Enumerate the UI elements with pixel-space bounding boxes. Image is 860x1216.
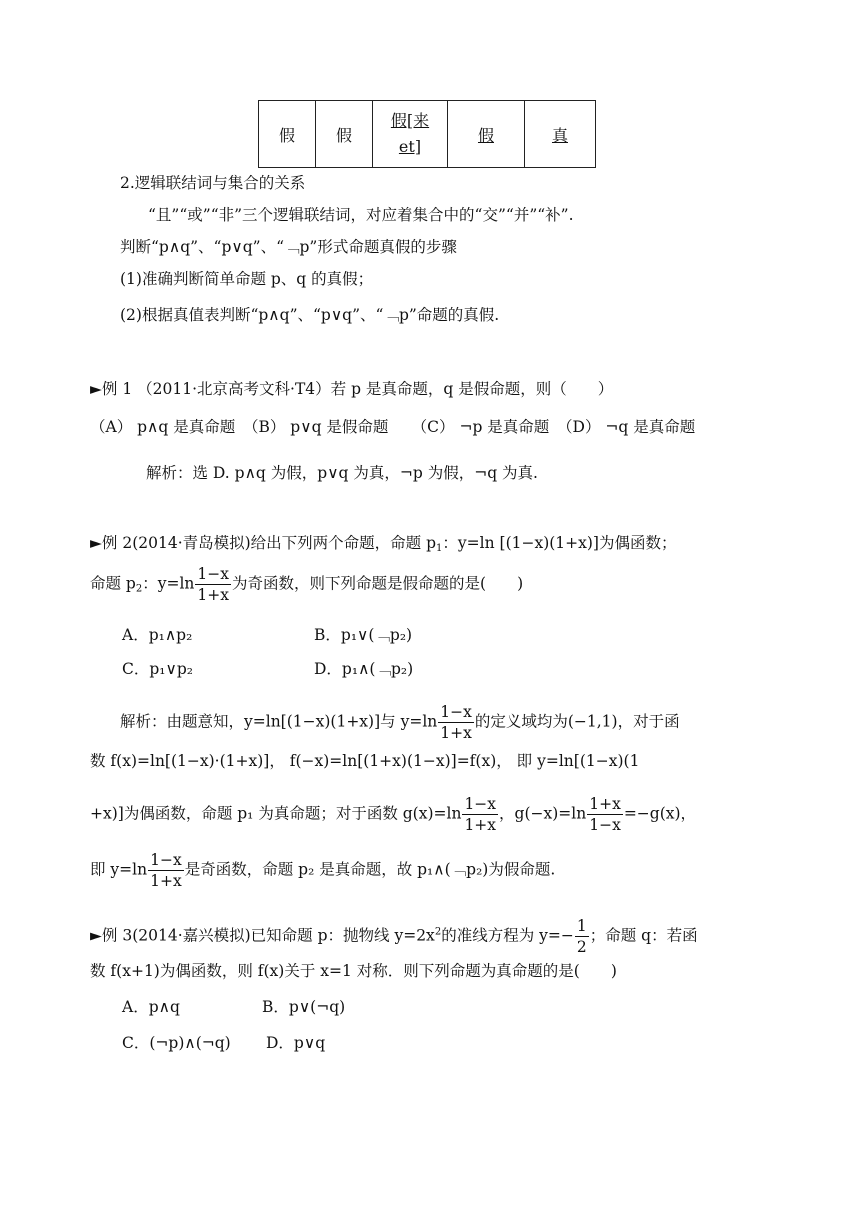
question-text: 为奇函数，则下列命题是假命题的是( ) <box>232 574 524 593</box>
fraction-denominator: 1+x <box>197 586 230 604</box>
solution-part: 是奇函数，命题 p₂ 是真命题，故 p₁∧(﹁p₂)为假命题. <box>184 860 556 879</box>
solution-text: 解析：选 D. p∧q 为假，p∨q 为真，¬p 为假，¬q 为真. <box>146 464 538 482</box>
paragraph: 判断“p∧q”、“p∨q”、“﹁p”形式命题真假的步骤 <box>120 238 457 256</box>
solution-part: 解析：由题意知，y=ln[(1−x)(1+x)]与 y=ln <box>120 712 438 731</box>
question-text: 例 3(2014·嘉兴模拟)已知命题 p：抛物线 y=2x <box>101 926 435 945</box>
fraction-numerator: 1 <box>576 917 587 935</box>
example-question: ►例 2(2014·青岛模拟)给出下列两个命题，命题 $p_1$：y=ln [(1−x)(1+x)]为偶函数； <box>90 534 677 554</box>
solution-text <box>90 794 696 835</box>
triangle-marker-icon: ► <box>90 534 102 552</box>
table-cell <box>373 101 448 168</box>
example-question <box>90 916 698 957</box>
fraction <box>587 794 623 835</box>
section-heading: 2.逻辑联结词与集合的关系 <box>120 174 306 192</box>
solution-part: 即 y=ln <box>90 860 148 879</box>
example-question <box>90 378 613 400</box>
question-text: 命题 p <box>90 574 136 593</box>
fraction-numerator: 1+x <box>589 795 621 813</box>
fraction-denominator: 2 <box>576 938 587 956</box>
cell-text-line: et] <box>398 137 422 156</box>
triangle-marker-icon: ► <box>90 380 102 398</box>
fraction-denominator: 1−x <box>589 816 621 834</box>
table-cell: 假 <box>259 101 316 168</box>
question-text: 例 2(2014·青岛模拟)给出下列两个命题，命题 p <box>101 534 437 552</box>
table-cell <box>525 101 596 168</box>
solution-part: +x)]为偶函数，命题 p₁ 为真命题；对于函数 g(x)=ln <box>90 804 462 823</box>
option-d: D．p∨q <box>266 1034 326 1052</box>
table-cell <box>448 101 525 168</box>
question-text: ：y=ln [(1−x)(1+x)]为偶函数； <box>442 534 677 552</box>
cell-text: 真 <box>551 125 568 145</box>
fraction-denominator: 1+x <box>150 872 182 890</box>
option-a: A．p∧q <box>122 998 180 1016</box>
fraction <box>462 794 498 835</box>
superscript: 2 <box>434 926 442 938</box>
solution-text: 数 f(x)=ln[(1−x)·(1+x)]， f(−x)=ln[(1+x)(1−x)]=f(x)， 即 y=ln[(1−x)(1 <box>90 752 640 770</box>
step-item: (1)准确判断简单命题 p、q 的真假； <box>120 270 374 288</box>
question-text: ：y=ln <box>142 574 195 593</box>
option-b: B．p₁∨(﹁p₂) <box>314 626 413 644</box>
solution-part: ，g(−x)=ln <box>499 804 587 823</box>
fraction-denominator: 1+x <box>440 724 472 742</box>
fraction-numerator: 1−x <box>197 565 230 583</box>
option-c: C．p₁∨p₂ <box>122 660 193 678</box>
table-row <box>259 101 596 168</box>
fraction <box>148 850 184 891</box>
fraction-numerator: 1−x <box>464 795 497 813</box>
fraction <box>438 702 474 743</box>
fraction-numerator: 1−x <box>150 851 182 869</box>
question-text: 的准线方程为 y=− <box>441 926 574 945</box>
fraction-numerator: 1−x <box>440 703 472 721</box>
paragraph: “且”“或”“非”三个逻辑联结词，对应着集合中的“交”“并”“补”. <box>148 206 574 224</box>
truth-table <box>258 100 596 168</box>
option-c: C．(¬p)∧(¬q) <box>122 1034 231 1052</box>
solution-part: 的定义域均为(−1,1)，对于函 <box>474 712 680 731</box>
option-a: A．p₁∧p₂ <box>122 626 193 644</box>
solution-part: =−g(x)， <box>623 804 697 823</box>
question-text: 例 1 （2011·北京高考文科·T4）若 p 是真命题，q 是假命题，则（ ） <box>101 380 614 398</box>
option-d: D．p₁∧(﹁p₂) <box>314 660 414 678</box>
cell-text: 假 <box>477 125 494 145</box>
example-question-line: 命题 $p_2$：y=ln $\frac{1-x}{1+x}$ 为奇函数，则下列命题是假命题的是( ) <box>90 565 524 604</box>
solution-text <box>90 850 555 891</box>
fraction <box>575 916 589 957</box>
cell-text-line: 假[来 <box>390 111 430 130</box>
option-b: B．p∨(¬q) <box>262 998 346 1016</box>
solution-text <box>120 702 680 743</box>
table-cell: 假 <box>316 101 373 168</box>
step-item: (2)根据真值表判断“p∧q”、“p∨q”、“﹁p”命题的真假. <box>120 306 500 324</box>
example-options: （A） p∧q 是真命题 （B） p∨q 是假命题 （C） ¬p 是真命题 （D） ¬q 是真命题 <box>90 418 696 436</box>
triangle-marker-icon: ► <box>90 926 102 945</box>
example-question-line: 数 f(x+1)为偶函数，则 f(x)关于 x=1 对称．则下列命题为真命题的是( ) <box>90 962 617 980</box>
question-text: ；命题 q：若函 <box>589 926 698 945</box>
fraction <box>195 564 231 605</box>
fraction-denominator: 1+x <box>464 816 497 834</box>
